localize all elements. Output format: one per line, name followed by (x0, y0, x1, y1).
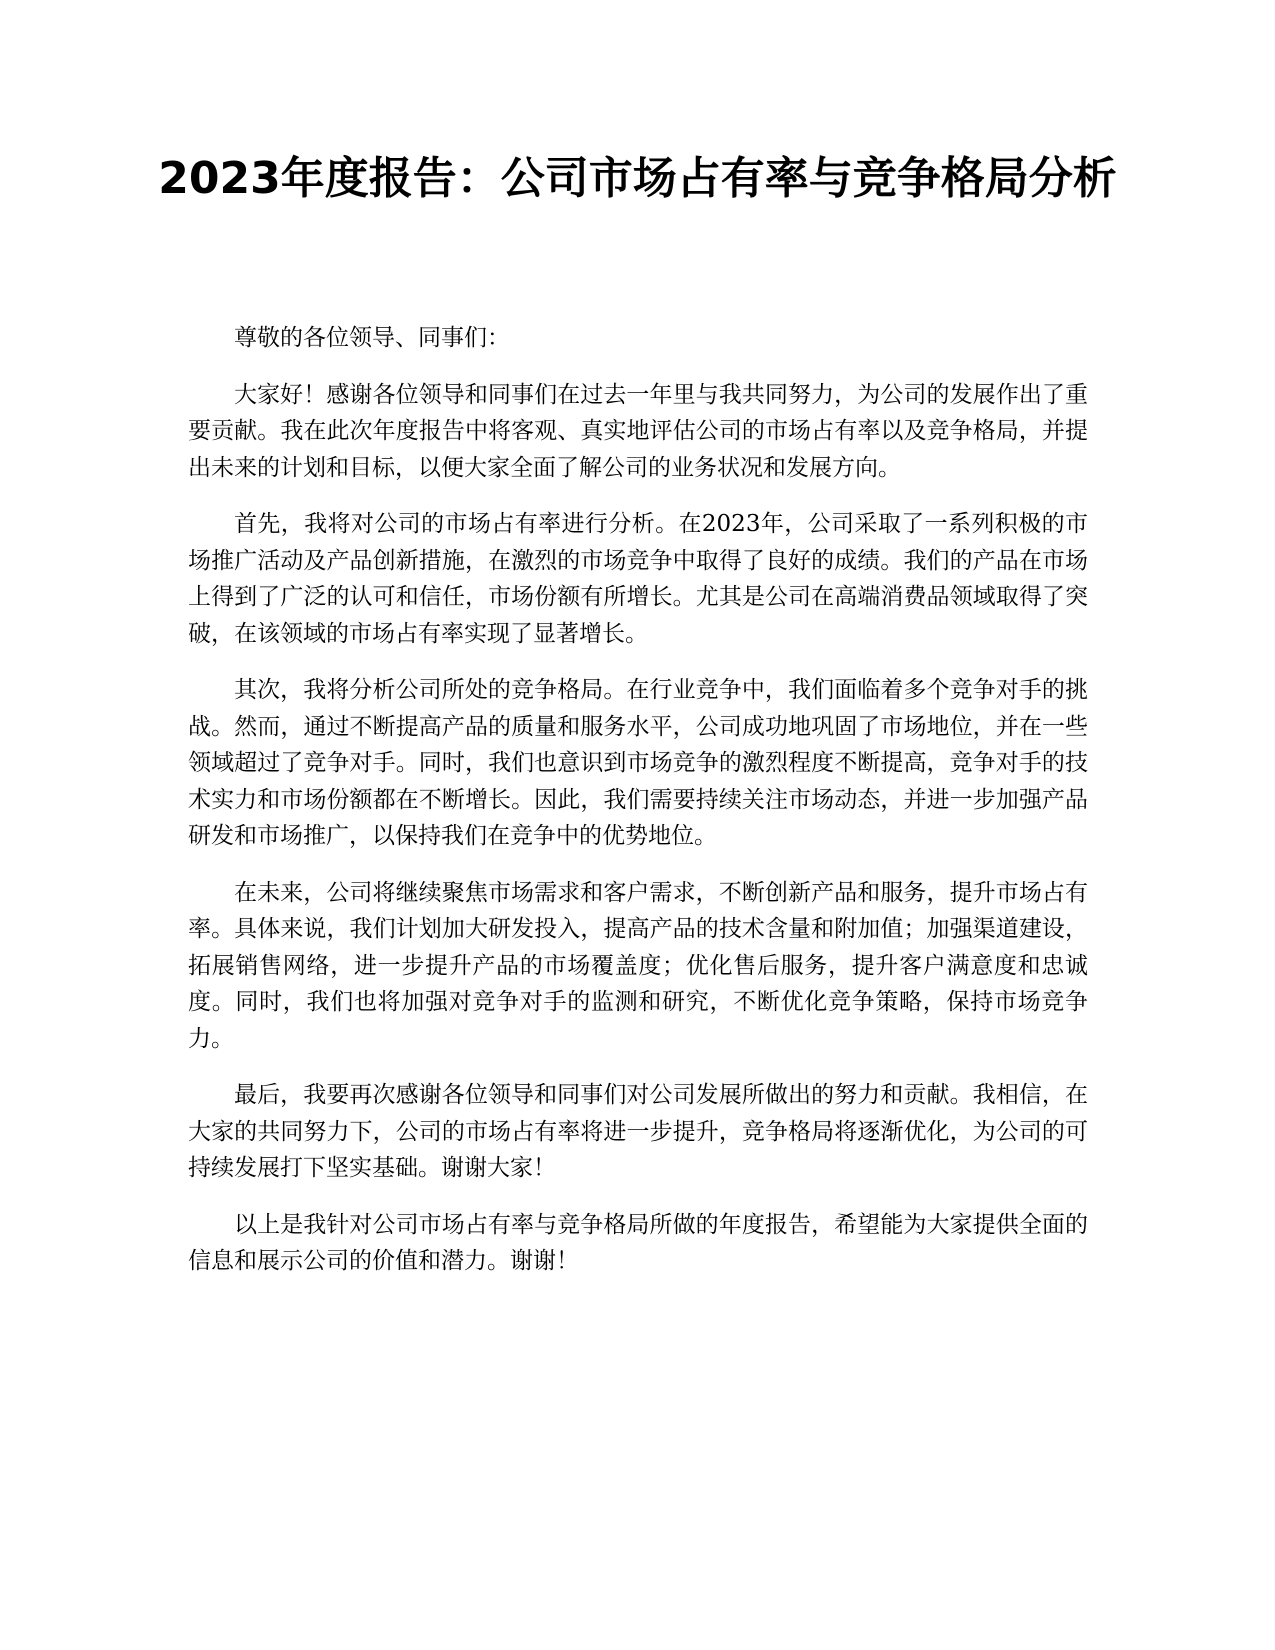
thanks-paragraph: 最后，我要再次感谢各位领导和同事们对公司发展所做出的努力和贡献。我相信，在大家的共同努力下，公司的市场占有率将进一步提升，竞争格局将逐渐优化，为公司的可持续发展打下坚实基础。谢谢大家！ (188, 1082, 1088, 1181)
document-title: 2023年度报告：公司市场占有率与竞争格局分析 (158, 153, 1117, 204)
salutation-paragraph: 尊敬的各位领导、同事们： (234, 325, 510, 351)
closing-paragraph: 以上是我针对公司市场占有率与竞争格局所做的年度报告，希望能为大家提供全面的信息和展示公司的价值和潜力。谢谢！ (188, 1211, 1088, 1274)
market-share-paragraph: 首先，我将对公司的市场占有率进行分析。在2023年，公司采取了一系列积极的市场推广活动及产品创新措施，在激烈的市场竞争中取得了良好的成绩。我们的产品在市场上得到了广泛的认可和信任，市场份额有所增长。尤其是公司在高端消费品领域取得了突破，在该领域的市场占有率实现了显著增长。 (188, 511, 1088, 647)
document-body (188, 320, 1088, 1300)
future-plan-paragraph: 在未来，公司将继续聚焦市场需求和客户需求，不断创新产品和服务，提升市场占有率。具体来说，我们计划加大研发投入，提高产品的技术含量和附加值；加强渠道建设，拓展销售网络，进一步提升产品的市场覆盖度；优化售后服务，提升客户满意度和忠诚度。同时，我们也将加强对竞争对手的监测和研究，不断优化竞争策略，保持市场竞争力。 (188, 879, 1088, 1052)
competition-paragraph: 其次，我将分析公司所处的竞争格局。在行业竞争中，我们面临着多个竞争对手的挑战。然而，通过不断提高产品的质量和服务水平，公司成功地巩固了市场地位，并在一些领域超过了竞争对手。同时，我们也意识到市场竞争的激烈程度不断提高，竞争对手的技术实力和市场份额都在不断增长。因此，我们需要持续关注市场动态，并进一步加强产品研发和市场推广，以保持我们在竞争中的优势地位。 (188, 677, 1088, 849)
greeting-paragraph: 大家好！感谢各位领导和同事们在过去一年里与我共同努力，为公司的发展作出了重要贡献。我在此次年度报告中将客观、真实地评估公司的市场占有率以及竞争格局，并提出未来的计划和目标，以便大家全面了解公司的业务状况和发展方向。 (188, 381, 1088, 481)
